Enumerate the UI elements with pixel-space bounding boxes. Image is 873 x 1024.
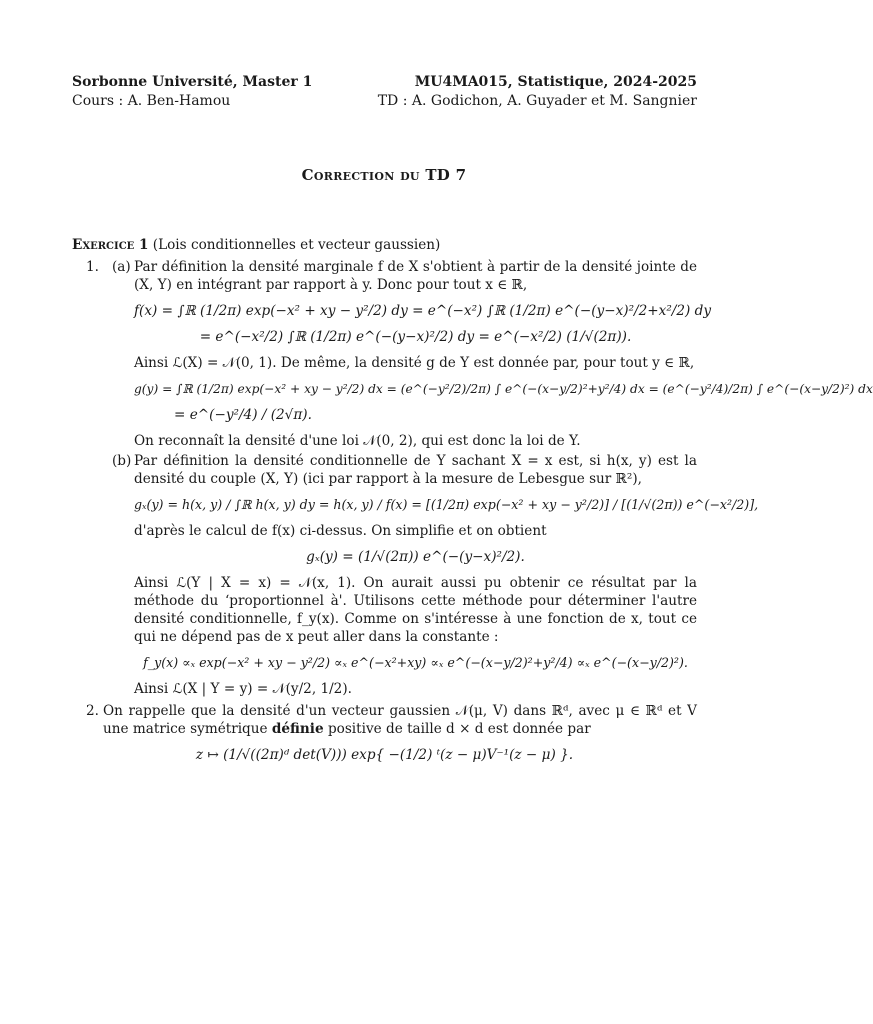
paragraph: Ainsi ℒ(Y | X = x) = 𝒩(x, 1). On aurait aussi pu obtenir ce résultat par la méthode du ‘proportionnel à'. Utilisons cette méthode pour déterminer l'autre densité conditionnelle, f_y(x). Comme on s'intéresse à une fonction de x, tout ce qui ne dépend pas de x peut aller dans la constante : (134, 575, 697, 645)
text-segment: positive de taille d × d est donnée par (323, 721, 591, 737)
question-number: 1. (86, 259, 99, 275)
paragraph (103, 702, 697, 738)
document-body (72, 236, 873, 772)
part-b (72, 452, 697, 488)
paragraph: Par définition la densité marginale f de X s'obtient à partir de la densité jointe de (X, Y) en intégrant par rapport à y. Donc pour tout x ∈ ℝ, (134, 259, 697, 293)
equation-block (134, 496, 759, 514)
question-2 (72, 702, 697, 764)
equation-block (134, 548, 697, 566)
paragraph: Ainsi ℒ(X) = 𝒩(0, 1). De même, la densité g de Y est donnée par, pour tout y ∈ ℝ, (134, 355, 695, 371)
text-segment: On rappelle que la densité d'un vecteur gaussien 𝒩(μ, V) dans ℝᵈ, avec μ ∈ ℝᵈ et V une matrice symétrique (103, 703, 697, 737)
equation: gₓ(y) = h(x, y) / ∫ℝ h(x, y) dy = h(x, y) / f(x) = [(1/2π) exp(−x² + xy − y²/2)] / [(1/√(2π)) e^(−x²/2)], (134, 497, 759, 512)
paragraph: Ainsi ℒ(X | Y = y) = 𝒩(y/2, 1/2). (134, 681, 352, 697)
exercise-subtitle: (Lois conditionnelles et vecteur gaussien) (152, 237, 441, 253)
part-label: (b) (112, 453, 132, 469)
course-code: MU4MA015, Statistique, 2024-2025 (414, 74, 697, 90)
document-title: Correction du TD 7 (301, 166, 467, 184)
part-label: (a) (112, 259, 131, 275)
equation: gₓ(y) = (1/√(2π)) e^(−(y−x)²/2). (306, 549, 525, 565)
equation-block (134, 380, 873, 424)
equation: = e^(−y²/4) / (2√π). (174, 407, 312, 423)
paragraph: d'après le calcul de f(x) ci-dessus. On simplifie et on obtient (134, 523, 547, 539)
equation: f_y(x) ∝ₓ exp(−x² + xy − y²/2) ∝ₓ e^(−x²+xy) ∝ₓ e^(−(x−y/2)²+y²/4) ∝ₓ e^(−(x−y/2)²). (143, 655, 688, 670)
equation-block (134, 302, 712, 346)
equation-block (134, 654, 697, 672)
equation: = e^(−x²/2) ∫ℝ (1/2π) e^(−(y−x)²/2) dy = e^(−x²/2) (1/√(2π)). (199, 329, 632, 345)
page-header (72, 73, 697, 111)
question-1 (72, 258, 873, 698)
equation: g(y) = ∫ℝ (1/2π) exp(−x² + xy − y²/2) dx = (e^(−y²/2)/2π) ∫ e^(−(x−y/2)²+y²/4) dx = (e^(−y²/4)/2π) ∫ e^(−(x−y/2)²) dx (134, 382, 873, 396)
paragraph: On reconnaît la densité d'une loi 𝒩(0, 2), qui est donc la loi de Y. (134, 433, 581, 449)
university-label: Sorbonne Université, Master 1 (72, 74, 313, 90)
paragraph: Par définition la densité conditionnelle de Y sachant X = x est, si h(x, y) est la densité du couple (X, Y) (ici par rapport à la mesure de Lebesgue sur ℝ²), (134, 453, 697, 487)
td-staff-label: TD : A. Godichon, A. Guyader et M. Sangnier (377, 93, 697, 109)
equation: z ↦ (1/√((2π)ᵈ det(V))) exp{ −(1/2) ᵗ(z − μ)V⁻¹(z − μ) }. (195, 747, 574, 763)
exercise-heading (72, 236, 697, 254)
bold-term: définie (271, 721, 324, 737)
lecturer-label: Cours : A. Ben-Hamou (72, 93, 231, 109)
exercise-label: Exercice 1 (72, 237, 149, 253)
equation: f(x) = ∫ℝ (1/2π) exp(−x² + xy − y²/2) dy = e^(−x²) ∫ℝ (1/2π) e^(−(y−x)²/2+x²/2) dy (134, 303, 712, 319)
question-number: 2. (86, 703, 99, 719)
